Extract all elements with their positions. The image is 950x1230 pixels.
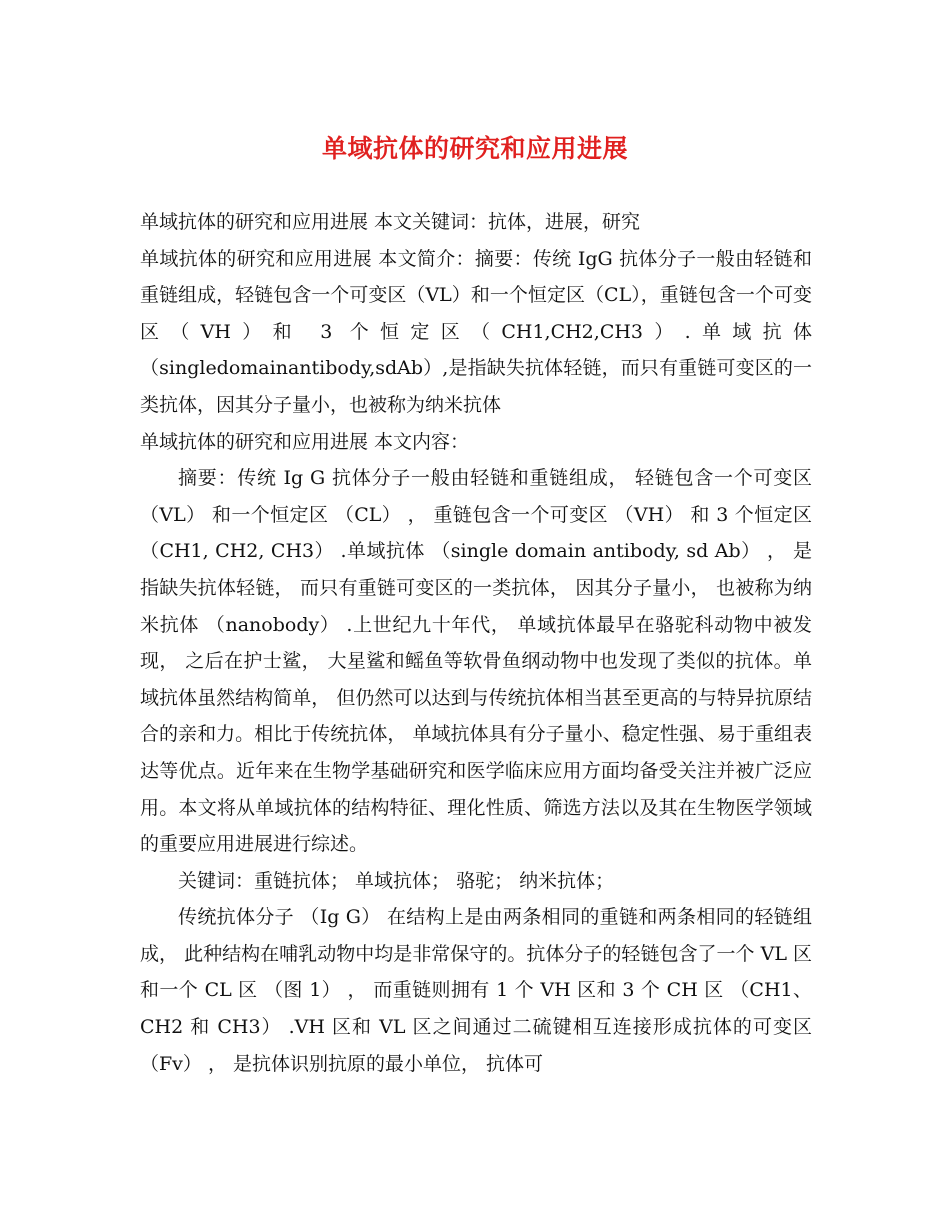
content-heading-line: 单域抗体的研究和应用进展 本文内容：: [140, 430, 470, 453]
summary-paragraph: 单域抗体的研究和应用进展 本文简介：摘要：传统 IgG 抗体分子一般由轻链和重链组成，轻链包含一个可变区（VL）和一个恒定区（CL），重链包含一个可变区（VH）和 3 个恒定区（CH1,CH2,CH3）.单域抗体（singledomainantibody,sdAb）,是指缺失抗体轻链，而只有重链可变区的一类抗体，因其分子量小，也被称为纳米抗体: [140, 247, 812, 416]
body-paragraph: 传统抗体分子 （Ig G） 在结构上是由两条相同的重链和两条相同的轻链组成， 此种结构在哺乳动物中均是非常保守的。抗体分子的轻链包含了一个 VL 区和一个 CL 区 （图 1） ， 而重链则拥有 1 个 VH 区和 3 个 CH 区 （CH1、CH2 和 CH3） .VH 区和 VL 区之间通过二硫键相互连接形成抗体的可变区 （Fv） ， 是抗体识别抗原的最小单位， 抗体可: [140, 906, 812, 1075]
article-keywords-paragraph: 关键词：重链抗体； 单域抗体； 骆驼； 纳米抗体；: [178, 869, 615, 892]
document-body: [140, 204, 812, 1082]
keywords-line: 单域抗体的研究和应用进展 本文关键词：抗体，进展，研究: [140, 211, 641, 233]
abstract-paragraph: 摘要：传统 Ig G 抗体分子一般由轻链和重链组成， 轻链包含一个可变区 （VL） 和一个恒定区 （CL） ， 重链包含一个可变区 （VH） 和 3 个恒定区 （CH1, CH2, CH3） .单域抗体 （single domain antibody, sd Ab） ， 是指缺失抗体轻链， 而只有重链可变区的一类抗体， 因其分子量小， 也被称为纳米抗体 （nanobody） .上世纪九十年代， 单域抗体最早在骆驼科动物中被发现， 之后在护士鲨， 大星鲨和鳐鱼等软骨鱼纲动物中也发现了类似的抗体。单域抗体虽然结构简单， 但仍然可以达到与传统抗体相当甚至更高的与特异抗原结合的亲和力。相比于传统抗体， 单域抗体具有分子量小、稳定性强、易于重组表达等优点。近年来在生物学基础研究和医学临床应用方面均备受关注并被广泛应用。本文将从单域抗体的结构特征、理化性质、筛选方法以及其在生物医学领域的重要应用进展进行综述。: [140, 467, 812, 856]
document-title: 单域抗体的研究和应用进展: [321, 134, 628, 163]
